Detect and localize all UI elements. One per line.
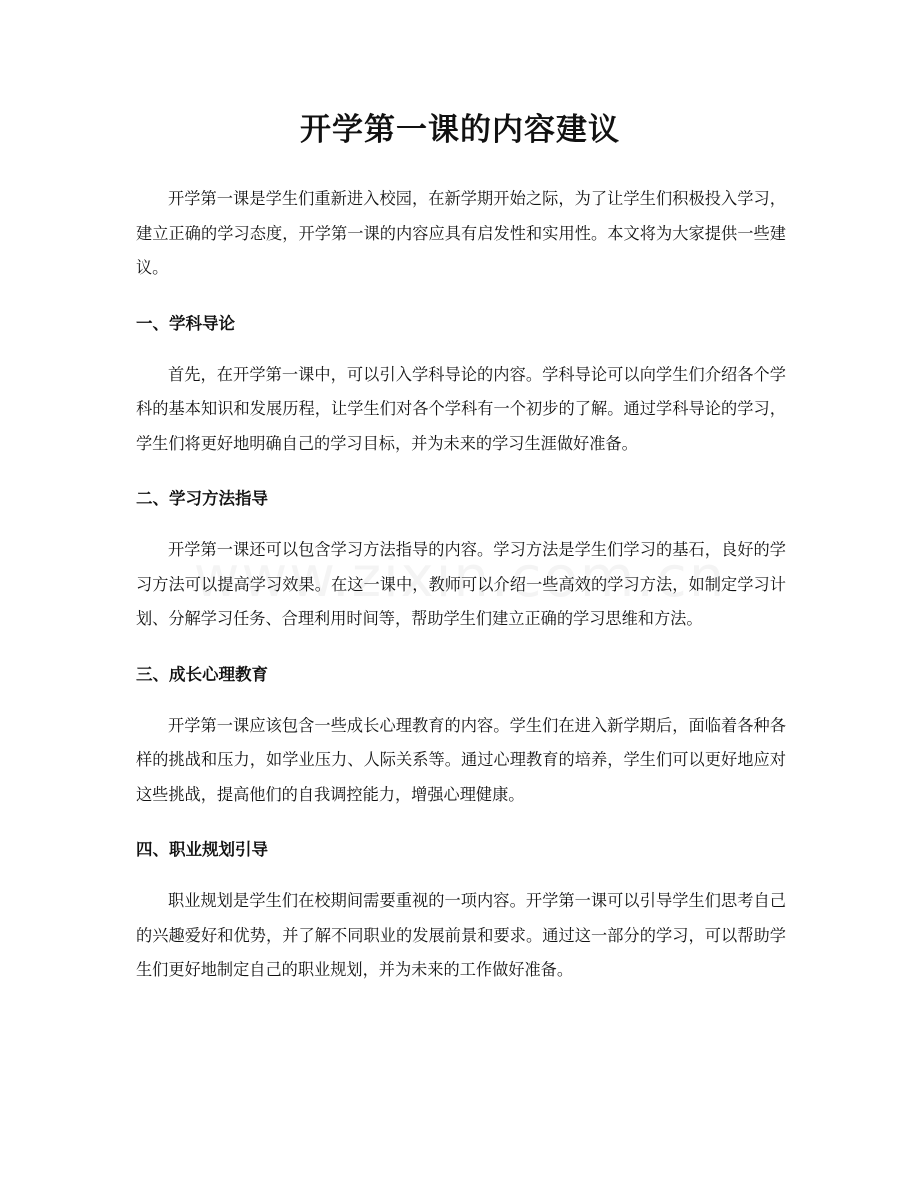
section-body-3: 开学第一课应该包含一些成长心理教育的内容。学生们在进入新学期后，面临着各种各样的挑战和压力，如学业压力、人际关系等。通过心理教育的培养，学生们可以更好地应对这些挑战，提高他们的自我调控能力，增强心理健康。 <box>136 715 786 804</box>
section-heading-1: 一、学科导论 <box>136 313 235 333</box>
page-title: 开学第一课的内容建议 <box>300 112 620 148</box>
section-heading-2: 二、学习方法指导 <box>136 489 268 508</box>
section-body-4: 职业规划是学生们在校期间需要重视的一项内容。开学第一课可以引导学生们思考自己的兴趣爱好和优势，并了解不同职业的发展前景和要求。通过这一部分的学习，可以帮助学生们更好地制定自己的职业规划，并为未来的工作做好准备。 <box>136 891 786 979</box>
document-body <box>136 182 786 988</box>
section-heading-4: 四、职业规划引导 <box>136 840 268 859</box>
section-body-1: 首先，在开学第一课中，可以引入学科导论的内容。学科导论可以向学生们介绍各个学科的基本知识和发展历程，让学生们对各个学科有一个初步的了解。通过学科导论的学习，学生们将更好地明确自己的学习目标，并为未来的学习生涯做好准备。 <box>136 364 786 453</box>
section-body-2: 开学第一课还可以包含学习方法指导的内容。学习方法是学生们学习的基石，良好的学习方法可以提高学习效果。在这一课中，教师可以介绍一些高效的学习方法，如制定学习计划、分解学习任务、合理利用时间等，帮助学生们建立正确的学习思维和方法。 <box>136 540 786 628</box>
section-heading-3: 三、成长心理教育 <box>136 664 268 684</box>
intro-paragraph: 开学第一课是学生们重新进入校园，在新学期开始之际，为了让学生们积极投入学习，建立正确的学习态度，开学第一课的内容应具有启发性和实用性。本文将为大家提供一些建议。 <box>136 189 786 277</box>
